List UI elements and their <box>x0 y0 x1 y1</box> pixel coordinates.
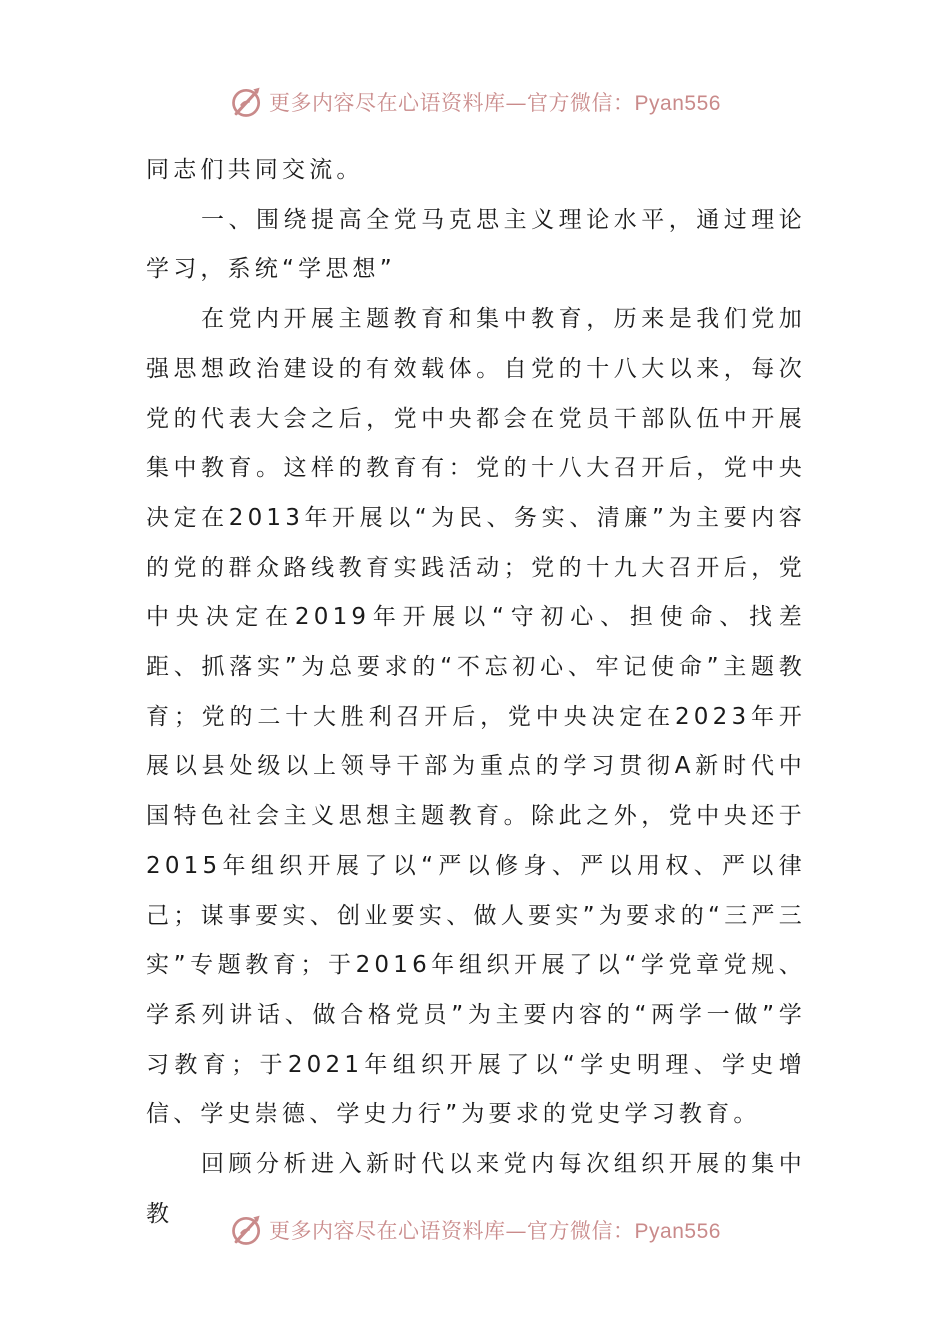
pen-seal-icon <box>229 1212 265 1248</box>
footer-watermark <box>0 1210 950 1250</box>
pen-seal-icon <box>229 84 265 120</box>
section-heading: 一、围绕提高全党马克思主义理论水平，通过理论学习，系统“学思想” <box>146 206 806 283</box>
paragraph: 在党内开展主题教育和集中教育，历来是我们党加强思想政治建设的有效载体。自党的十八大以来，每次党的代表大会之后，党中央都会在党员干部队伍中开展集中教育。这样的教育有：党的十八大召开后，党中央决定在2013年开展以“为民、务实、清廉”为主要内容的党的群众路线教育实践活动；党的十九大召开后，党中央决定在2019年开展以“守初心、担使命、找差距、抓落实”为总要求的“不忘初心、牢记使命”主题教育；党的二十大胜利召开后，党中央决定在2023年开展以县处级以上领导干部为重点的学习贯彻A新时代中国特色社会主义思想主题教育。除此之外，党中央还于2015年组织开展了以“严以修身、严以用权、严以律己；谋事要实、创业要实、做人要实”为要求的“三严三实”专题教育；于2016年组织开展了以“学党章党规、学系列讲话、做合格党员”为主要内容的“两学一做”学习教育；于2021年组织开展了以“学史明理、学史增信、学史崇德、学史力行”为要求的党史学习教育。 <box>146 306 806 1128</box>
watermark-text: 更多内容尽在心语资料库—官方微信：Pyan556 <box>269 91 721 115</box>
document-body <box>146 146 806 1239</box>
watermark-text: 更多内容尽在心语资料库—官方微信：Pyan556 <box>269 1219 721 1243</box>
header-watermark <box>0 82 950 122</box>
paragraph: 同志们共同交流。 <box>146 157 364 183</box>
paragraph: 回顾分析进入新时代以来党内每次组织开展的集中教 <box>146 1151 806 1227</box>
